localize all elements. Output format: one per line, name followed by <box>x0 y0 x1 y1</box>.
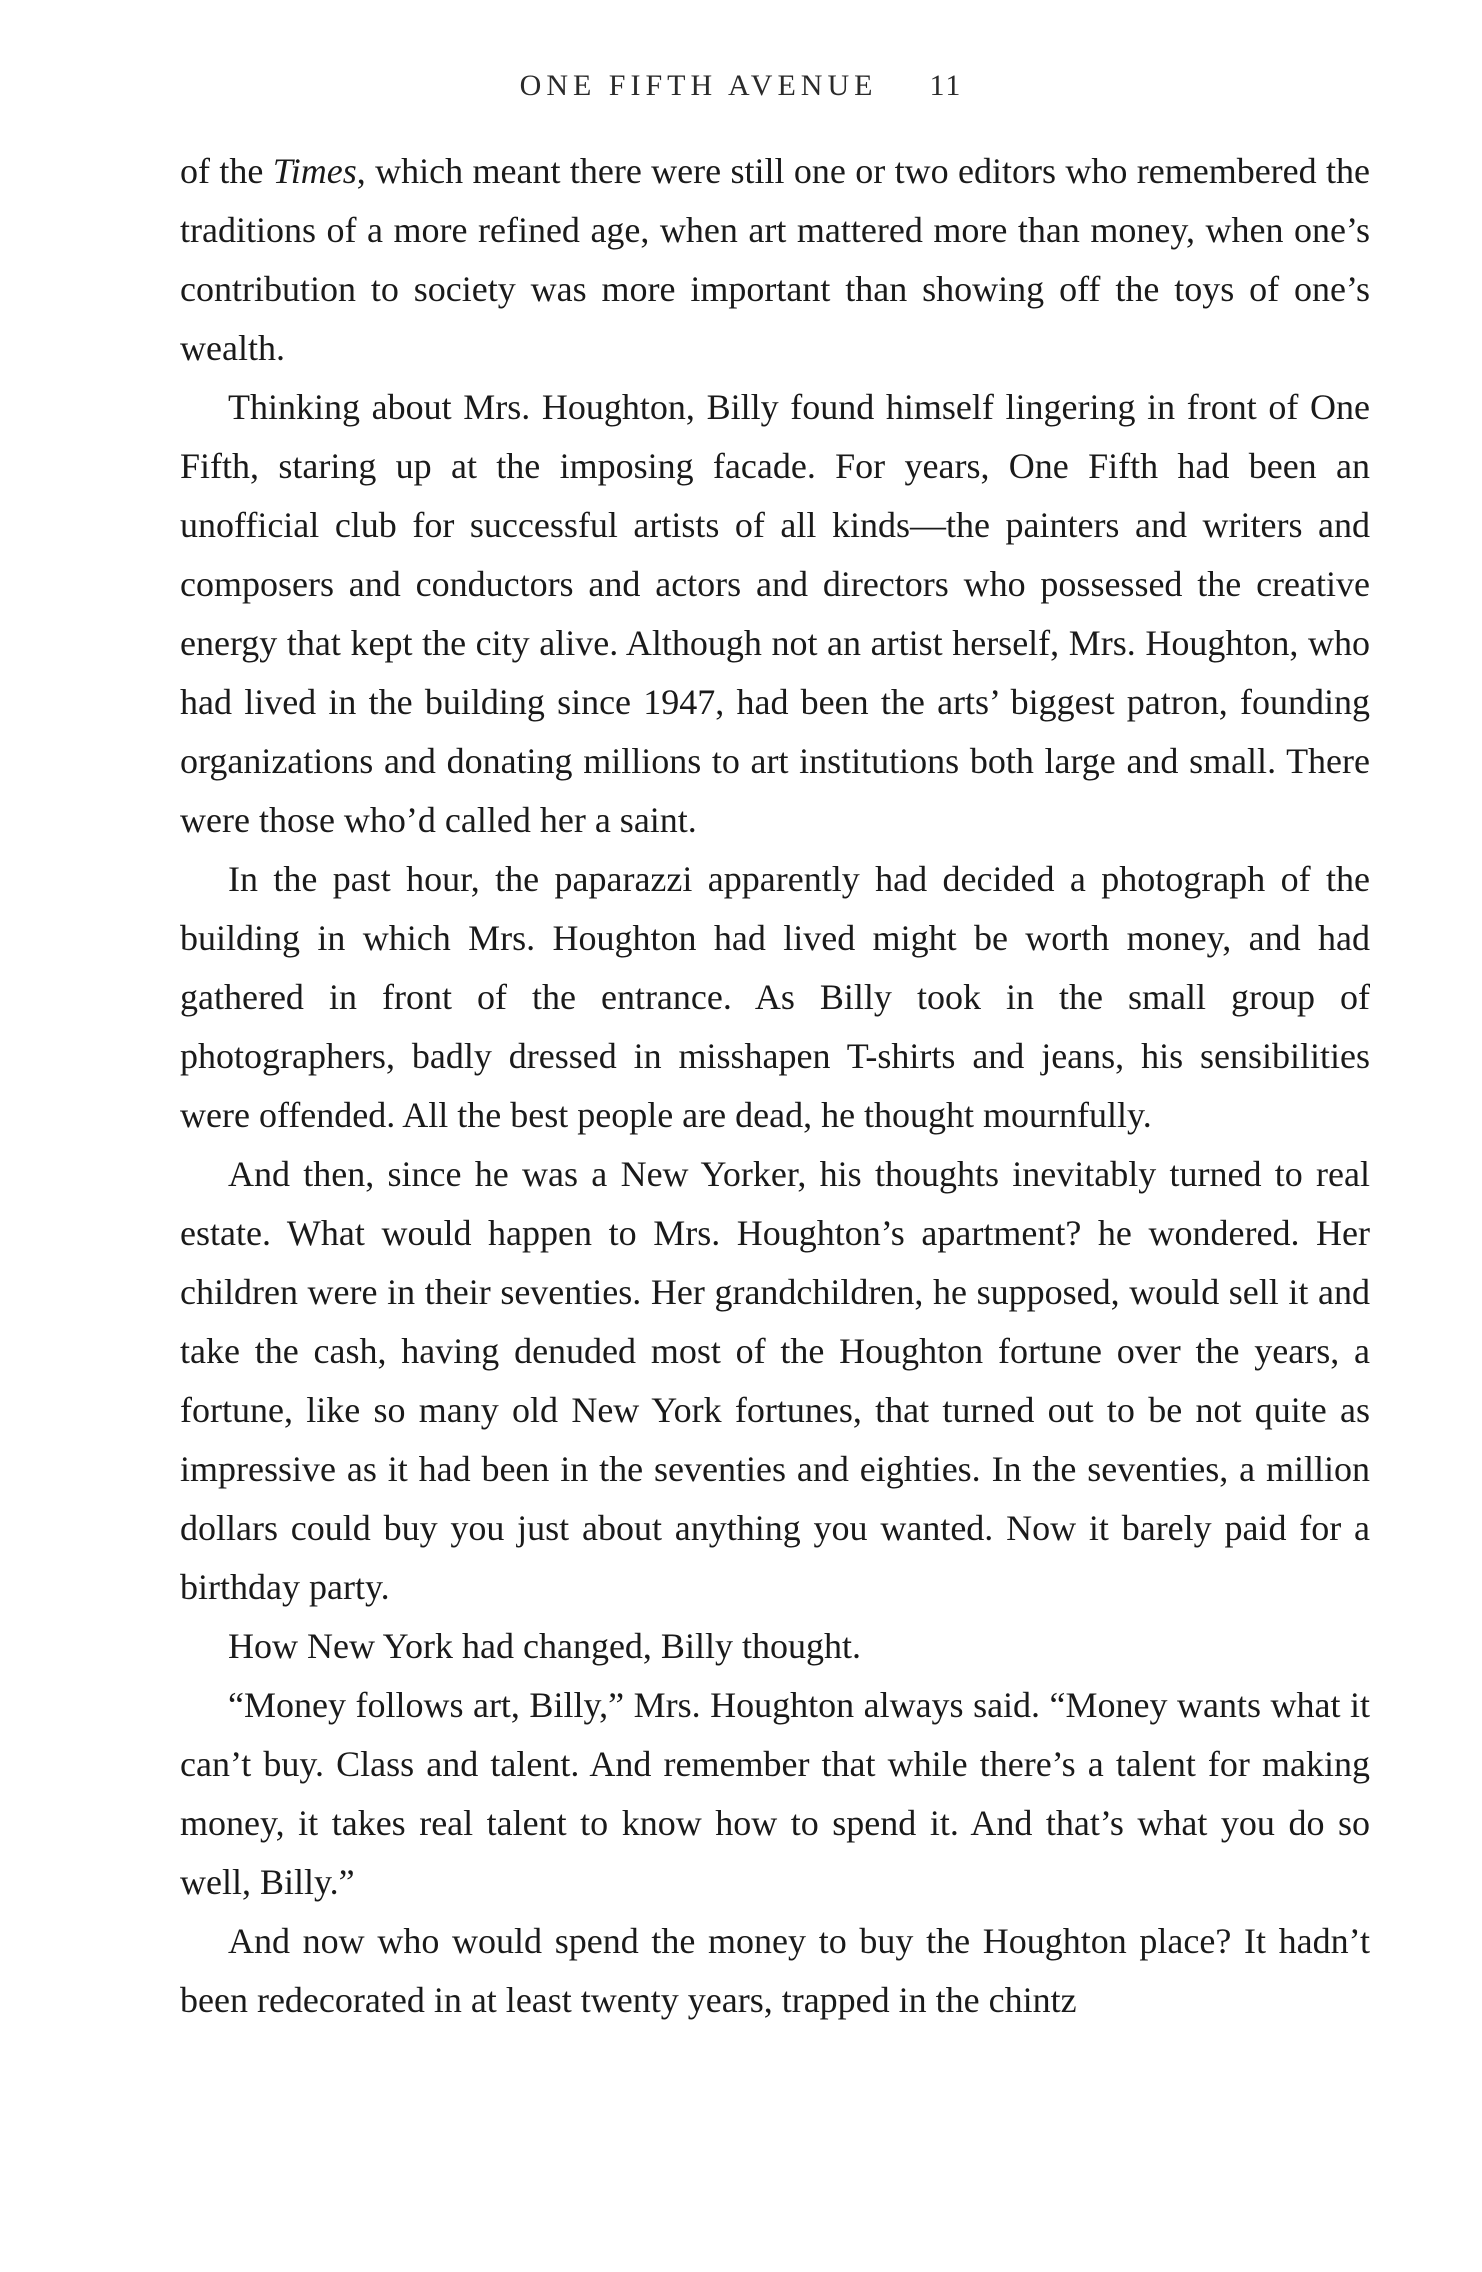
body-text <box>180 142 1370 2030</box>
page-number: 11 <box>929 69 963 102</box>
paragraph-5: How New York had changed, Billy thought. <box>228 1626 861 1666</box>
newspaper-title: Times <box>272 151 357 191</box>
running-head-title: ONE FIFTH AVENUE <box>519 69 878 102</box>
paragraph-1 <box>180 142 1370 378</box>
paragraph-2: Thinking about Mrs. Houghton, Billy found himself lingering in front of One Fifth, staring up at the imposing facade. For years, One Fifth had been an unofficial club for successful artists of all kinds—the painters and writers and composers and conductors and actors and directors who possessed the creative energy that kept the city alive. Although not an artist herself, Mrs. Houghton, who had lived in the building since 1947, had been the arts’ biggest patron, founding organizations and donating millions to art institutions both large and small. There were those who’d called her a saint. <box>180 387 1370 840</box>
paragraph-6: “Money follows art, Billy,” Mrs. Houghton always said. “Money wants what it can’t buy. Class and talent. And remember that while there’s a talent for making money, it takes real talent to know how to spend it. And that’s what you do so well, Billy.” <box>180 1685 1370 1902</box>
running-head <box>0 66 1482 106</box>
paragraph-3: In the past hour, the paparazzi apparently had decided a photograph of the building in which Mrs. Houghton had lived might be worth money, and had gathered in front of the entrance. As Billy took in the small group of photographers, badly dressed in misshapen T-shirts and jeans, his sensibilities were offended. All the best people are dead, he thought mournfully. <box>180 859 1370 1135</box>
paragraph-7: And now who would spend the money to buy the Houghton place? It hadn’t been redecorated in at least twenty years, trapped in the chintz <box>180 1921 1370 2020</box>
paragraph-1-rest: , which meant there were still one or two editors who remembered the traditions of a more refined age, when art mattered more than money, when one’s contribution to society was more important than showing off the toys of one’s wealth. <box>180 151 1371 368</box>
paragraph-4: And then, since he was a New Yorker, his thoughts inevitably turned to real estate. What would happen to Mrs. Houghton’s apartment? he wondered. Her children were in their seventies. Her grandchildren, he supposed, would sell it and take the cash, having denuded most of the Houghton fortune over the years, a fortune, like so many old New York fortunes, that turned out to be not quite as impressive as it had been in the seventies and eighties. In the seventies, a million dollars could buy you just about anything you wanted. Now it barely paid for a birthday party. <box>180 1154 1370 1607</box>
paragraph-1-lead: of the <box>180 151 273 191</box>
